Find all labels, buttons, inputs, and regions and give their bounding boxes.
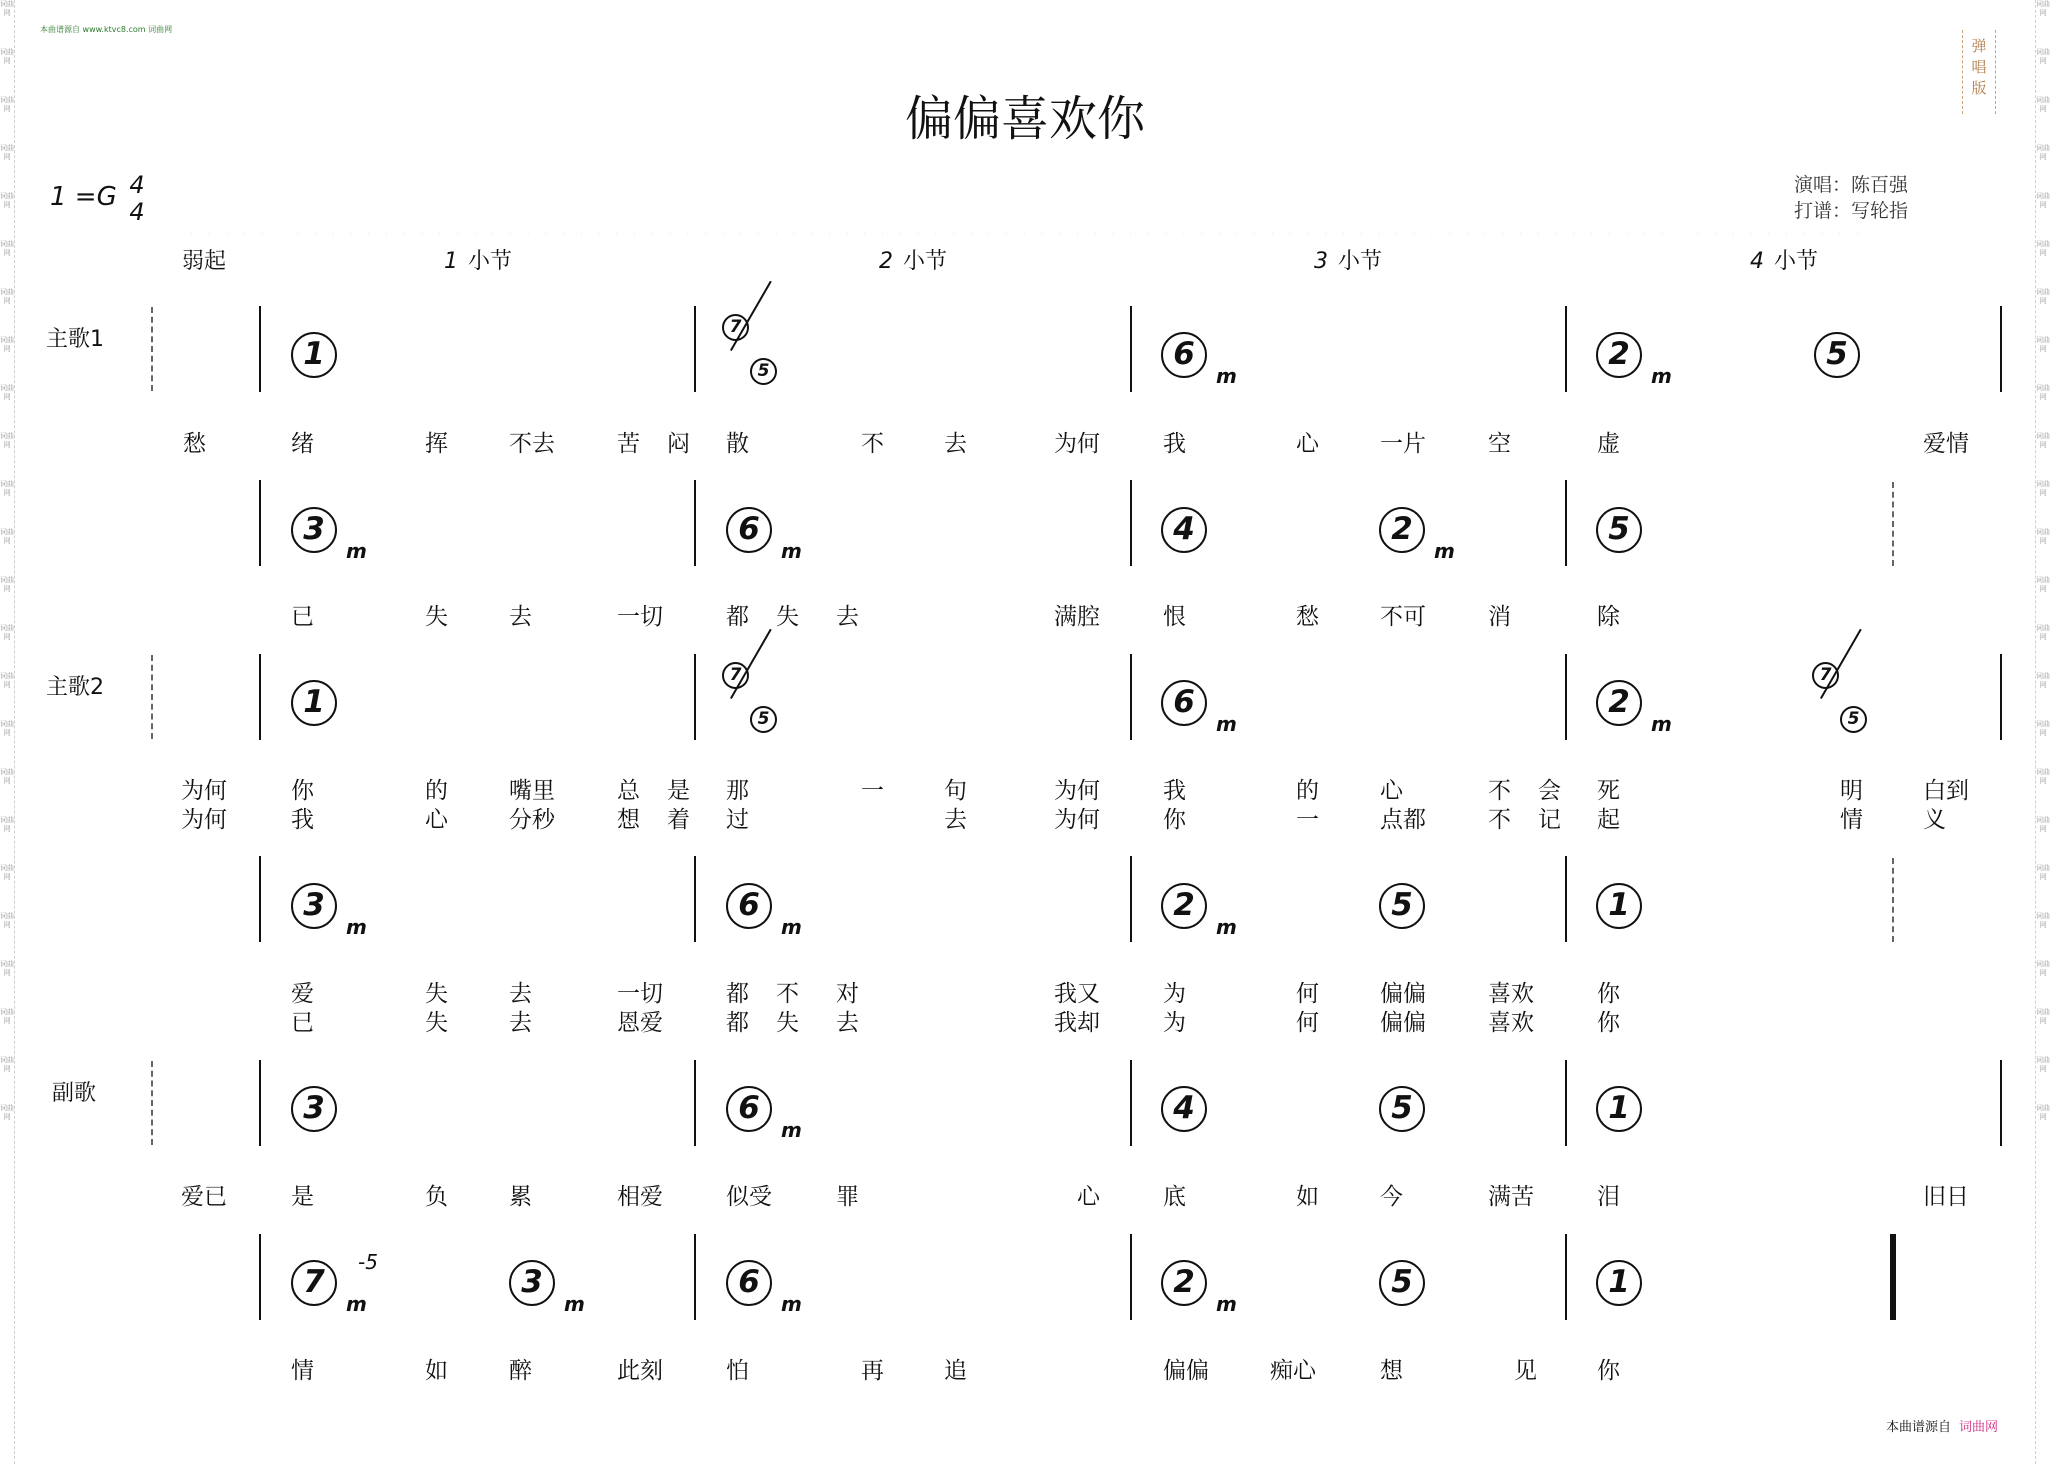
lyric: 偏偏 [1163,1358,1209,1384]
barline [694,306,696,392]
repeat-dashed-bar [1892,482,1894,566]
chord-circle: 5 [1814,332,1860,378]
chord-circle: 5 [1596,507,1642,553]
barline [2000,654,2002,740]
measure-label-3: 3 小节 [1314,249,1383,274]
lyric: 满苦 [1488,1184,1534,1210]
barline [1130,480,1132,566]
song-title: 偏偏喜欢你 [904,91,1145,147]
lyric: 为何 [1054,778,1100,804]
lyric: 旧日 [1923,1184,1969,1210]
pickup-dashed-bar [151,307,153,391]
barline [1565,480,1567,566]
source-note: 本曲谱源自 www.ktvc8.com 词曲网 [40,25,173,34]
lyric: 的 [425,778,448,804]
lyric: 点都 [1380,807,1426,833]
chord-circle: 3 [291,1086,337,1132]
lyric: 何 [1296,1010,1319,1036]
slash-chord-bass: 5 [750,706,777,733]
minor-mark: m [781,539,802,563]
barline [1565,306,1567,392]
lyric: 去 [836,604,859,630]
repeat-dashed-bar [1892,858,1894,942]
flat-five-mark: -5 [358,1250,378,1274]
barline [1130,654,1132,740]
lyric: 的 [1296,778,1319,804]
lyric: 失 [776,604,799,630]
barline [1565,654,1567,740]
lyric: 你 [1597,981,1620,1007]
minor-mark: m [346,1292,367,1316]
lyric: 总 [617,778,640,804]
minor-mark: m [1651,364,1672,388]
lyric: 罪 [836,1184,859,1210]
barline [1130,1234,1132,1320]
lyric: 苦 [617,431,640,457]
lyric: 一切 [617,604,663,630]
lyric: 醉 [509,1358,532,1384]
lyric: 都 [726,604,749,630]
lyric: 失 [425,604,448,630]
lyric: 不 [776,981,799,1007]
lyric: 不 [1488,778,1511,804]
lyric: 情 [291,1358,314,1384]
singer-credit: 演唱：陈百强 [1794,174,1909,196]
lyric: 恩爱 [617,1010,663,1036]
measure-label-2: 2 小节 [879,249,948,274]
lyric: 为何 [181,807,227,833]
chord-circle: 1 [291,332,337,378]
lyric: 不去 [509,431,555,457]
section-label-verse2: 主歌2 [46,675,104,700]
lyric: 为 [1163,1010,1186,1036]
chord-circle: 4 [1161,507,1207,553]
lyric: 再 [861,1358,884,1384]
lyric: 泪 [1597,1184,1620,1210]
lyric: 不可 [1380,604,1426,630]
lyric: 消 [1488,604,1511,630]
chord-circle: 6 [726,507,772,553]
lyric: 过 [726,807,749,833]
lyric: 都 [726,1010,749,1036]
lyric: 何 [1296,981,1319,1007]
measure-label-1: 1 小节 [444,249,513,274]
lyric: 义 [1923,807,1946,833]
lyric: 闷 [667,431,690,457]
minor-mark: m [1434,539,1455,563]
barline [259,306,261,392]
lyric: 恨 [1163,604,1186,630]
lyric: 不 [861,431,884,457]
lyric: 我 [291,807,314,833]
lyric: 爱已 [181,1184,227,1210]
chord-circle: 1 [1596,1260,1642,1306]
lyric: 一 [861,778,884,804]
lyric: 底 [1163,1184,1186,1210]
chord-circle: 6 [726,883,772,929]
barline [259,1060,261,1146]
minor-mark: m [346,915,367,939]
lyric: 空 [1488,431,1511,457]
barline [694,654,696,740]
lyric: 你 [1597,1010,1620,1036]
chord-circle: 2 [1596,680,1642,726]
barline [694,856,696,942]
lyric: 满腔 [1054,604,1100,630]
lyric: 心 [1380,778,1403,804]
chord-circle: 3 [291,883,337,929]
credits [1794,172,1908,224]
pickup-dashed-bar [151,1061,153,1145]
lyric: 挥 [425,431,448,457]
section-label-verse1: 主歌1 [46,327,104,352]
lyric: 相爱 [617,1184,663,1210]
lyric: 明 [1840,778,1863,804]
slash-chord-top: 7 [722,314,749,341]
lyric: 偏偏 [1380,1010,1426,1036]
lyric: 是 [667,778,690,804]
lyric: 是 [291,1184,314,1210]
chord-circle: 3 [509,1260,555,1306]
time-signature-bottom: 4 [129,198,145,226]
lyric: 心 [1296,431,1319,457]
measure-label-4: 4 小节 [1750,249,1819,274]
barline [1565,856,1567,942]
lyric: 想 [1380,1358,1403,1384]
barline [1130,1060,1132,1146]
lyric: 如 [425,1358,448,1384]
lyric: 一 [1296,807,1319,833]
source-footer-link[interactable]: 词曲网 [1959,1420,1999,1435]
barline [259,856,261,942]
lyric: 怕 [726,1358,749,1384]
chord-circle: 7 [291,1260,337,1306]
lyric: 虚 [1597,431,1620,457]
lyric: 失 [425,981,448,1007]
lyric: 你 [1597,1358,1620,1384]
lyric: 爱 [291,981,314,1007]
lyric: 偏偏 [1380,981,1426,1007]
minor-mark: m [346,539,367,563]
lyric: 我 [1163,431,1186,457]
barline [2000,1060,2002,1146]
slash-chord-bass: 5 [750,358,777,385]
chord-circle: 6 [726,1260,772,1306]
source-footer-prefix: 本曲谱源自 [1886,1420,1952,1435]
lyric: 散 [726,431,749,457]
minor-mark: m [781,915,802,939]
pickup-dashed-bar [151,655,153,739]
lyric: 见 [1514,1358,1537,1384]
lyric: 去 [509,981,532,1007]
lyric: 分秒 [509,807,555,833]
lyric: 情 [1840,807,1863,833]
lyric: 失 [425,1010,448,1036]
right-edge-watermark: 词曲网 词曲网 词曲网 词曲网 词曲网 词曲网 词曲网 词曲网 词曲网 词曲网 词曲网 词曲网 词曲网 词曲网 词曲网 词曲网 词曲网 词曲网 词曲网 词曲网 词曲网 词曲网 词曲网 词曲网 [2035,0,2050,1464]
lyric: 我 [1163,778,1186,804]
lyric: 我又 [1054,981,1100,1007]
lyric: 爱情 [1923,431,1969,457]
lyric: 想 [617,807,640,833]
barline [259,480,261,566]
faint-dotted-guide: · · · · · · · · · · · · · · · · · · · · · · · · · · · · · · · · · · · · · · · · · · · · · · · · · · · · · · · · · · · · · · · · · · · · · · · · · · · · · · · · · · · · · · · · · · · · · · · [190,230,1865,240]
lyric: 痴心 [1270,1358,1316,1384]
chord-circle: 6 [726,1086,772,1132]
lyric: 心 [1077,1184,1100,1210]
lyric: 嘴里 [509,778,555,804]
chord-circle: 6 [1161,332,1207,378]
lyric: 着 [667,807,690,833]
chord-circle: 5 [1379,1260,1425,1306]
lyric: 去 [944,431,967,457]
chord-circle: 6 [1161,680,1207,726]
pickup-label: 弱起 [182,249,227,274]
lyric: 死 [1597,778,1620,804]
arranger-credit: 打谱：写轮指 [1794,200,1909,222]
barline [694,1060,696,1146]
minor-mark: m [1216,364,1237,388]
stamp-char: 唱 [1971,58,1987,76]
barline [259,654,261,740]
lyric: 你 [1163,807,1186,833]
source-footer [1886,1416,1998,1435]
slash-chord [722,314,782,390]
lyric: 心 [425,807,448,833]
lyric: 喜欢 [1488,981,1534,1007]
lyric: 一片 [1380,431,1426,457]
lyric: 白到 [1923,778,1969,804]
lyric: 为何 [181,778,227,804]
lyric: 愁 [183,431,206,457]
chord-circle: 2 [1161,1260,1207,1306]
time-signature-top: 4 [129,171,145,199]
minor-mark: m [1216,915,1237,939]
minor-mark: m [1216,1292,1237,1316]
chord-circle: 2 [1161,883,1207,929]
lyric: 累 [509,1184,532,1210]
chord-circle: 1 [1596,1086,1642,1132]
lyric: 我却 [1054,1010,1100,1036]
barline [1130,306,1132,392]
chord-circle: 2 [1379,507,1425,553]
minor-mark: m [1216,712,1237,736]
lyric: 失 [776,1010,799,1036]
final-barline [1890,1234,1896,1320]
left-edge-watermark: 词曲网 词曲网 词曲网 词曲网 词曲网 词曲网 词曲网 词曲网 词曲网 词曲网 词曲网 词曲网 词曲网 词曲网 词曲网 词曲网 词曲网 词曲网 词曲网 词曲网 词曲网 词曲网 词曲网 词曲网 [0,0,15,1464]
lyric: 愁 [1296,604,1319,630]
lyric: 句 [944,778,967,804]
chord-circle: 2 [1596,332,1642,378]
stamp-char: 弹 [1971,37,1987,55]
lyric: 为何 [1054,807,1100,833]
section-label-chorus: 副歌 [52,1081,97,1106]
lyric: 对 [836,981,859,1007]
minor-mark: m [781,1292,802,1316]
stamp-char: 版 [1971,79,1987,97]
lyric: 一切 [617,981,663,1007]
lyric: 都 [726,981,749,1007]
lyric: 去 [509,1010,532,1036]
barline [259,1234,261,1320]
key-signature: 1 =G [50,182,117,212]
barline [1565,1234,1567,1320]
slash-chord [722,662,782,738]
lyric: 除 [1597,604,1620,630]
lyric: 今 [1380,1184,1403,1210]
minor-mark: m [1651,712,1672,736]
lyric: 会 [1538,778,1561,804]
lyric: 已 [291,1010,314,1036]
lyric: 为何 [1054,431,1100,457]
slash-chord-bass: 5 [1840,706,1867,733]
chord-circle: 5 [1379,883,1425,929]
chord-circle: 1 [1596,883,1642,929]
lyric: 你 [291,778,314,804]
slash-chord-top: 7 [722,662,749,689]
barline [694,1234,696,1320]
chord-circle: 5 [1379,1086,1425,1132]
lyric: 此刻 [617,1358,663,1384]
lyric: 那 [726,778,749,804]
lyric: 负 [425,1184,448,1210]
barline [1130,856,1132,942]
lyric: 已 [291,604,314,630]
minor-mark: m [564,1292,585,1316]
lyric: 喜欢 [1488,1010,1534,1036]
slash-chord [1812,662,1872,738]
chord-circle: 3 [291,507,337,553]
lyric: 绪 [291,431,314,457]
time-signature [126,172,148,226]
lyric: 似受 [726,1184,772,1210]
barline [694,480,696,566]
lyric: 去 [836,1010,859,1036]
lyric: 起 [1597,807,1620,833]
lyric: 追 [944,1358,967,1384]
chord-circle: 4 [1161,1086,1207,1132]
minor-mark: m [781,1118,802,1142]
lyric: 去 [944,807,967,833]
slash-chord-top: 7 [1812,662,1839,689]
barline [1565,1060,1567,1146]
barline [2000,306,2002,392]
lyric: 为 [1163,981,1186,1007]
lyric: 不 [1488,807,1511,833]
lyric: 记 [1538,807,1561,833]
lyric: 如 [1296,1184,1319,1210]
chord-circle: 1 [291,680,337,726]
lyric: 去 [509,604,532,630]
